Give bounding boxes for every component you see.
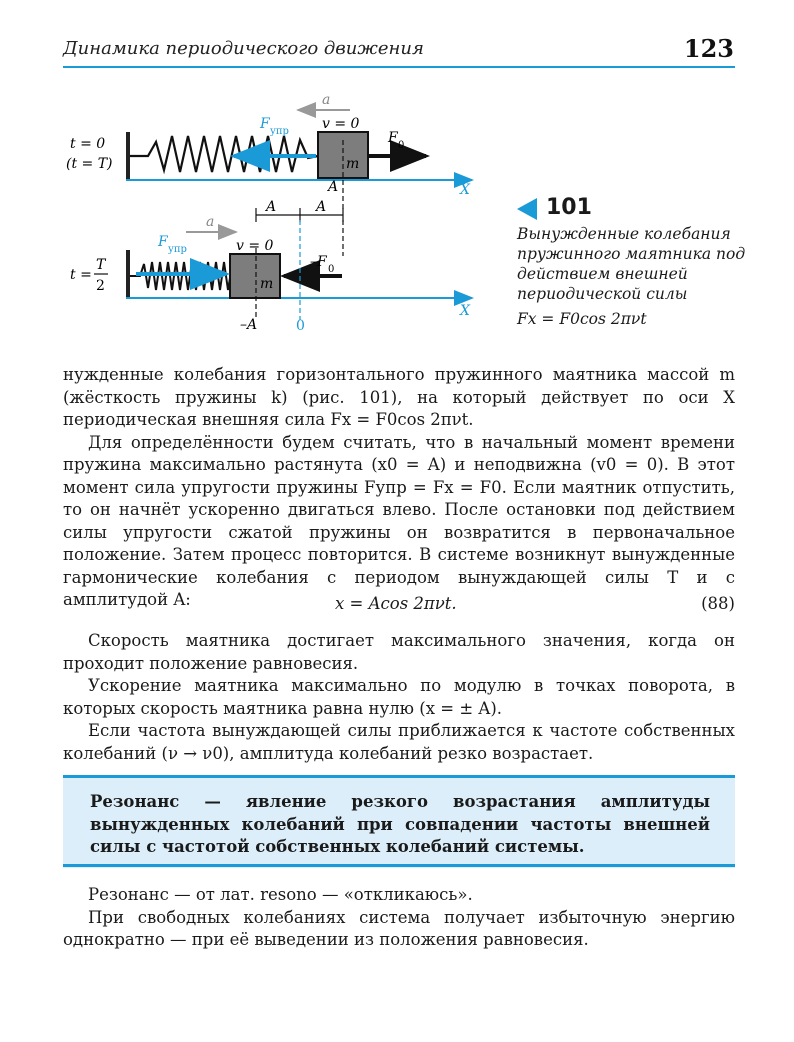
amplitude-markers [256, 199, 343, 222]
f-upr-sub-top: упр [270, 126, 289, 137]
paragraph-4: Ускорение маятника максимально по модулю в точках поворота, в которых скорость маятника равна нулю (x = ± A). [63, 676, 735, 718]
amp-label-top: A [328, 179, 339, 195]
paragraph-6: Резонанс — от лат. resono — «откликаюсь». [88, 885, 473, 904]
bottom-diagram [70, 214, 472, 334]
paragraph-1: нужденные колебания горизонтального пружинного маятника массой m (жёсткость пружины k) (рис. 101), на который действует по оси X периодическая внешняя сила Fx = F0cos 2πνt. [63, 365, 735, 429]
paragraph-7: При свободных колебаниях система получает избыточную энергию однократно — при её выведении из положения равновесия. [63, 907, 735, 949]
x-axis-label: X [460, 182, 470, 198]
figure-number: 101 [546, 195, 592, 220]
paragraph-5: Если частота вынуждающей силы приближается к частоте собственных колебаний (ν → ν0), амплитуда колебаний резко возрастает. [63, 721, 735, 763]
mass-label-bottom: m [260, 276, 274, 292]
x-axis-label-bottom: X [460, 303, 470, 319]
caption-formula: Fx = F0cos 2πνt [517, 310, 647, 328]
neg-a-label: –A [240, 317, 258, 333]
time-label-bottom: t = [70, 267, 92, 283]
body-text-block [63, 364, 735, 612]
paragraph-2: Для определённости будем считать, что в начальный момент времени пружина максимально растянута (x0 = A) и неподвижна (v0 = 0). В этот момент сила упругости пружины Fупр = Fx = F0. Если маятник отпустить, то он начнёт ускоренно двигаться влево. После остановки под действием силы упругости сжатой пружины он возвратится в первоначальное положение. Затем процесс повторится. В системе возникнут вынужденные гармонические колебания с периодом вынуждающей силы T и с амплитудой A: [63, 432, 735, 609]
time-label-top: t = 0 [70, 136, 106, 152]
paragraph-3: Скорость маятника достигает максимального значения, когда он проходит положение равновесия. [63, 631, 735, 673]
zero-label: 0 [296, 318, 305, 334]
body-text-block-2 [63, 630, 735, 765]
header-rule [63, 66, 735, 68]
f0-label-bottom: –F [310, 254, 327, 270]
page-number: 123 [683, 34, 734, 63]
caption-arrow [517, 198, 537, 220]
accel-label-top: a [322, 92, 331, 108]
accel-label-bottom: a [206, 214, 215, 230]
f0-label-top: F [388, 130, 398, 146]
time-num-bottom: T [96, 257, 106, 273]
resonance-definition: Резонанс — явление резкого возрастания амплитуды вынужденных колебаний при совпадении частоты внешней силы с частотой собственных колебаний системы. [90, 792, 710, 856]
wall [126, 132, 130, 180]
f0-sub-top: 0 [398, 140, 405, 151]
f-upr-label-bottom: F [158, 234, 168, 250]
page-header-title: Динамика периодического движения [63, 38, 424, 59]
mass-label-top: m [346, 156, 360, 172]
f-upr-label-top: F [260, 116, 270, 132]
amp-label-right: A [316, 199, 327, 215]
box-rule-top [63, 775, 735, 778]
time-den-bottom: 2 [96, 278, 105, 294]
figure-caption: Вынужденные колебания пружинного маятника под действием внешней периодической силы [517, 225, 746, 303]
box-rule-bottom [63, 864, 735, 867]
velocity-label-bottom: v = 0 [236, 238, 274, 254]
top-diagram [66, 92, 472, 210]
f-upr-sub-bottom: упр [168, 244, 187, 255]
body-text-block-3 [63, 884, 735, 952]
mass-block-top [318, 132, 368, 178]
wall-bottom [126, 250, 130, 298]
velocity-label-top: v = 0 [322, 116, 360, 132]
amp-label-left: A [266, 199, 277, 215]
f0-sub-bottom: 0 [328, 264, 335, 275]
time-label-top-2: (t = T) [66, 156, 113, 172]
formula: x = Acos 2πνt. [335, 594, 457, 613]
formula-number: (88) [701, 594, 735, 613]
pendulum-figure [60, 80, 500, 340]
